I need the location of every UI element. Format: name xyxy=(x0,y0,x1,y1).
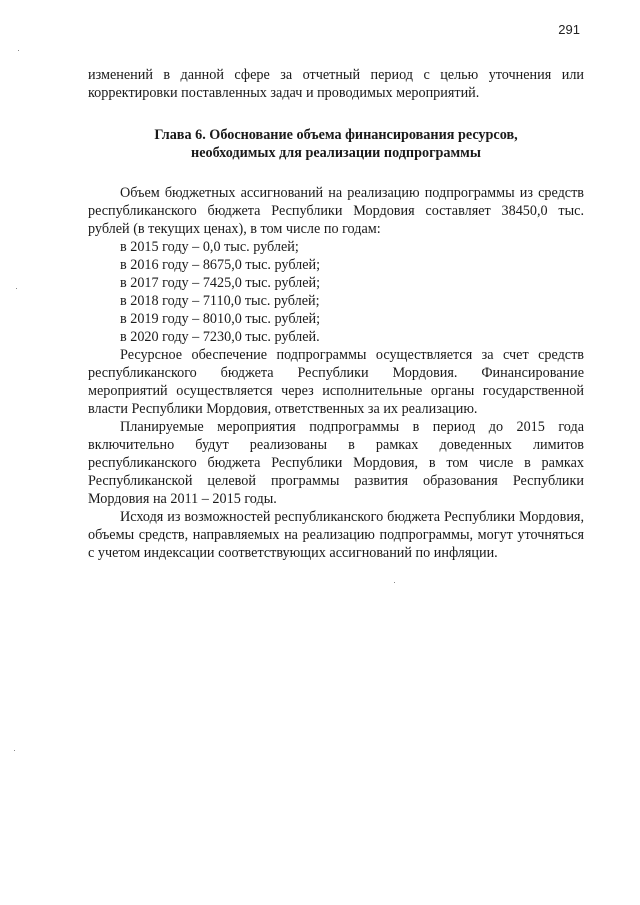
year-allocation-item: в 2016 году – 8675,0 тыс. рублей; xyxy=(120,257,321,273)
year-allocation-item: в 2017 году – 7425,0 тыс. рублей; xyxy=(120,275,321,291)
chapter-heading xyxy=(88,126,584,162)
year-allocation-item: в 2019 году – 8010,0 тыс. рублей; xyxy=(120,311,321,327)
budget-capacity-paragraph: Исходя из возможностей республиканского бюджета Республики Мордовия, объемы средств, направляемых на реализацию подпрограммы, могут уточняться с учетом индексации соответствующих ассигнований по инфляции. xyxy=(88,509,584,561)
scan-speck xyxy=(18,50,19,51)
planned-activities-paragraph: Планируемые мероприятия подпрограммы в период до 2015 года включительно будут реализованы в рамках доведенных лимитов республиканского бюджета Республики Мордовия, в том числе в рамках Республиканской целевой программы развития образования Республики Мордовия на 2011 – 2015 годы. xyxy=(88,419,584,507)
scan-speck xyxy=(14,750,15,751)
year-allocation-list xyxy=(88,238,584,346)
document-body xyxy=(88,66,584,562)
scan-speck xyxy=(16,288,17,289)
page-number: 291 xyxy=(558,22,580,37)
chapter-heading-line-2: необходимых для реализации подпрограммы xyxy=(191,145,481,161)
budget-paragraph: Объем бюджетных ассигнований на реализацию подпрограммы из средств республиканского бюджета Республики Мордовия составляет 38450,0 тыс. рублей (в текущих ценах), в том числе по годам: xyxy=(88,185,584,237)
year-allocation-item: в 2015 году – 0,0 тыс. рублей; xyxy=(120,239,299,255)
year-allocation-item: в 2020 году – 7230,0 тыс. рублей. xyxy=(120,329,320,345)
resource-paragraph: Ресурсное обеспечение подпрограммы осуществляется за счет средств республиканского бюджета Республики Мордовия. Финансирование мероприятий осуществляется через исполнительные органы государственной власти Республики Мордовия, ответственных за их реализацию. xyxy=(88,347,584,417)
chapter-heading-line-1: Глава 6. Обоснование объема финансирования ресурсов, xyxy=(154,127,518,143)
year-allocation-item: в 2018 году – 7110,0 тыс. рублей; xyxy=(120,293,320,309)
intro-paragraph: изменений в данной сфере за отчетный период с целью уточнения или корректировки поставленных задач и проводимых мероприятий. xyxy=(88,67,584,101)
scan-speck xyxy=(394,582,395,583)
